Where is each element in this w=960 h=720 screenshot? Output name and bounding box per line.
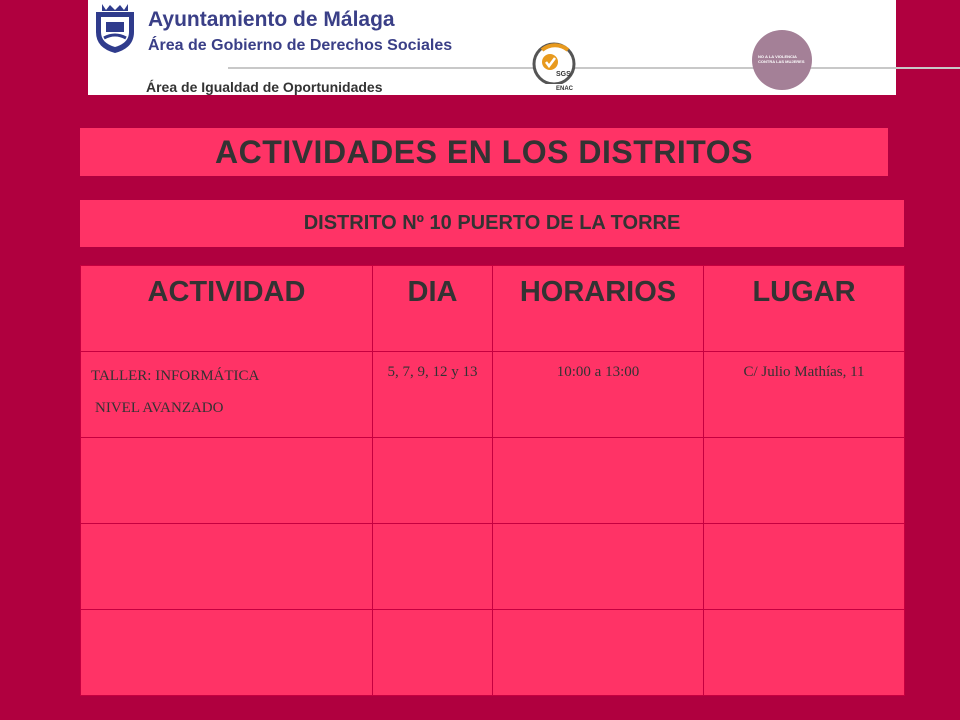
empty-cell [704,524,905,610]
svg-text:ENAC: ENAC [556,86,574,92]
city-shield-logo [92,2,138,54]
column-header-horarios: HORARIOS [493,266,704,352]
org-subarea: Área de Igualdad de Oportunidades [146,79,383,95]
header-divider [228,67,960,69]
district-heading: DISTRITO Nº 10 PUERTO DE LA TORRE [80,200,904,247]
table-header-row [81,266,905,352]
empty-cell [81,524,373,610]
column-header-actividad: ACTIVIDAD [81,266,373,352]
empty-cell [493,438,704,524]
svg-text:SGS: SGS [556,71,571,78]
table-row-empty [81,438,905,524]
activities-table [80,265,905,696]
empty-cell [373,524,493,610]
cell-horario: 10:00 a 13:00 [493,352,704,438]
empty-cell [493,610,704,696]
org-area: Área de Gobierno de Derechos Sociales [148,37,453,54]
cell-dia: 5, 7, 9, 12 y 13 [373,352,493,438]
cell-lugar: C/ Julio Mathías, 11 [704,352,905,438]
empty-cell [81,438,373,524]
table-row [81,352,905,438]
empty-cell [81,610,373,696]
column-header-lugar: LUGAR [704,266,905,352]
table-row-empty [81,610,905,696]
cell-actividad [81,352,373,438]
header-banner [88,0,896,95]
org-name: Ayuntamiento de Málaga [148,8,395,31]
actividad-line-1: TALLER: INFORMÁTICA [91,368,260,384]
campaign-badge: NO A LA VIOLENCIA CONTRA LAS MUJERES [752,30,812,90]
empty-cell [493,524,704,610]
certification-seal-icon [528,40,580,92]
empty-cell [704,610,905,696]
actividad-line-2: NIVEL AVANZADO [95,400,224,416]
column-header-dia: DIA [373,266,493,352]
empty-cell [704,438,905,524]
table-row-empty [81,524,905,610]
page-title: ACTIVIDADES EN LOS DISTRITOS [80,128,888,176]
empty-cell [373,438,493,524]
empty-cell [373,610,493,696]
